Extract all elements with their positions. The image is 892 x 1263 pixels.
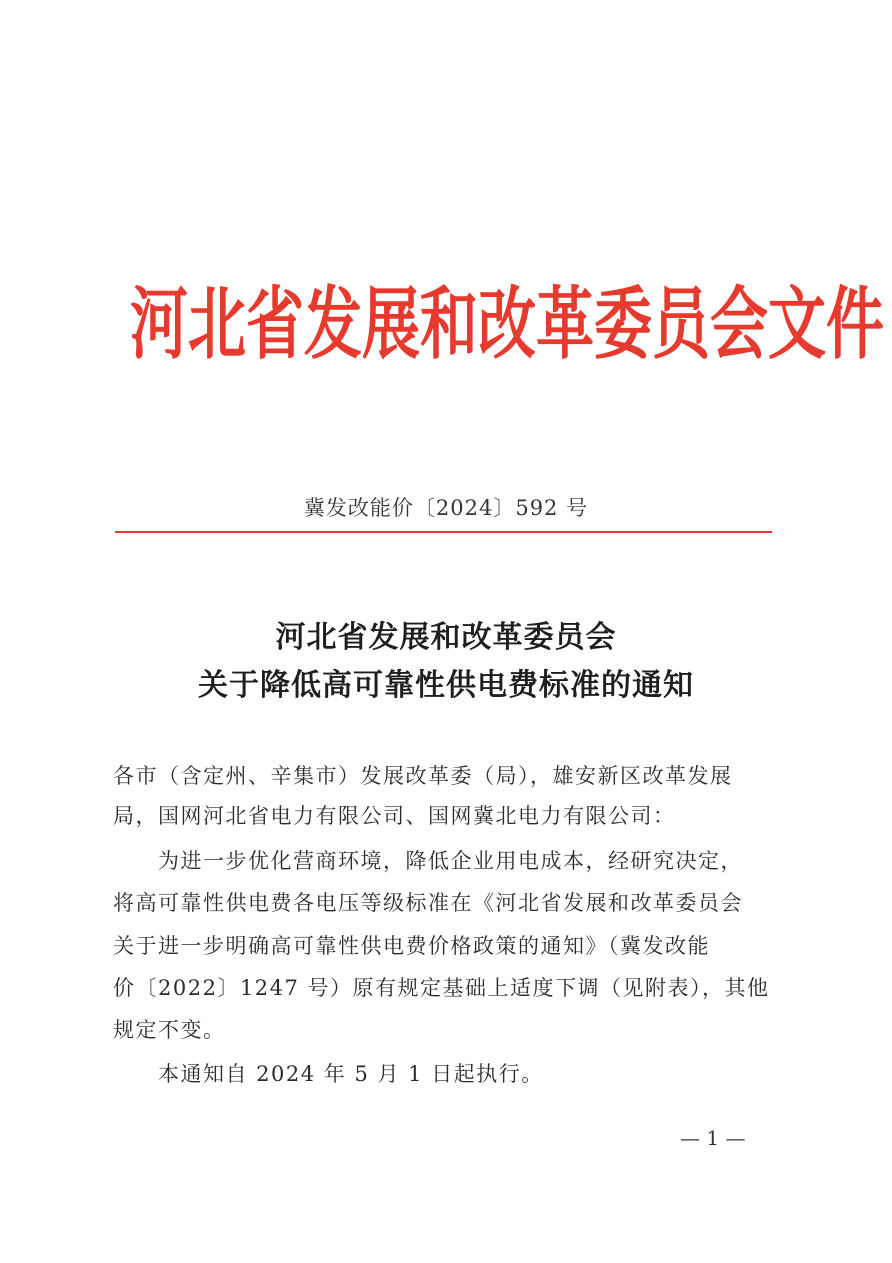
red-separator-line: [115, 531, 772, 533]
issuer-red-header: 河北省发展和改革委员会文件: [130, 277, 885, 370]
paragraph-1-line-3: 关于进一步明确高可靠性供电费价格政策的通知》（冀发改能: [113, 934, 710, 958]
paragraph-2-line-1: 本通知自 2024 年 5 月 1 日起执行。: [158, 1062, 544, 1086]
notice-title-line-2: 关于降低高可靠性供电费标准的通知: [198, 668, 694, 703]
paragraph-1-line-1: 为进一步优化营商环境，降低企业用电成本，经研究决定，: [158, 849, 743, 873]
paragraph-1-line-4: 价〔2022〕1247 号）原有规定基础上适度下调（见附表），其他: [113, 976, 770, 1000]
paragraph-1-line-5: 规定不变。: [113, 1018, 226, 1042]
page-number: — 1 —: [680, 1126, 746, 1150]
paragraph-1-line-2: 将高可靠性供电费各电压等级标准在《河北省发展和改革委员会: [113, 891, 743, 915]
recipients-line-2: 局，国网河北省电力有限公司、国网冀北电力有限公司：: [113, 804, 676, 828]
document-number: 冀发改能价〔2024〕592 号: [303, 496, 589, 520]
notice-title-line-1: 河北省发展和改革委员会: [275, 620, 617, 655]
recipients-line-1: 各市（含定州、辛集市）发展改革委（局），雄安新区改革发展: [113, 764, 733, 788]
